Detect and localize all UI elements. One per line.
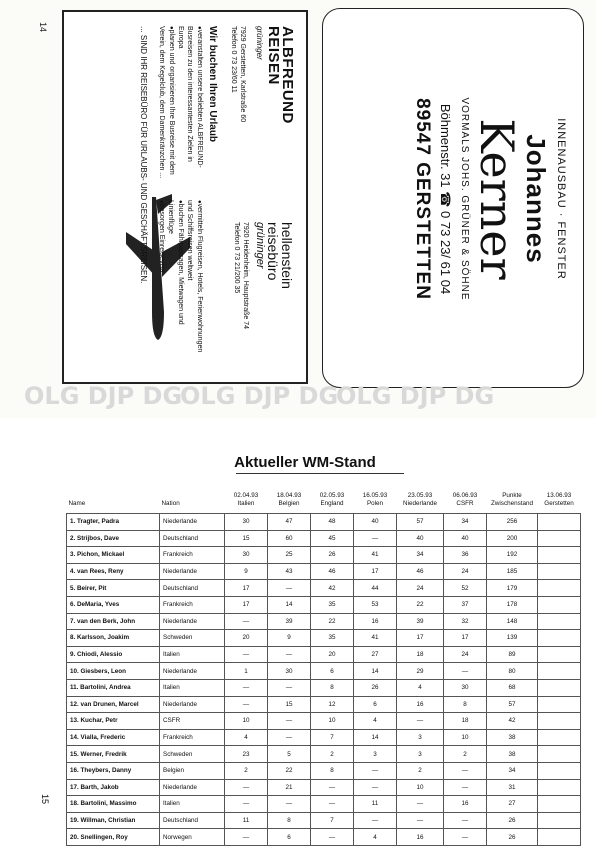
cell-score: 24 [444, 563, 487, 580]
cell-score: — [225, 613, 268, 630]
cell-score: 18 [444, 713, 487, 730]
header-event: 18.04.93 Belgien [276, 492, 302, 507]
table-row [67, 563, 581, 580]
cell-score: — [225, 646, 268, 663]
cell-nation: Niederlande [160, 663, 225, 680]
cell-score: 3 [354, 746, 397, 763]
cell-score: — [444, 829, 487, 846]
cell-score: 30 [225, 514, 268, 531]
cell-nation: Deutschland [160, 812, 225, 829]
cell-nation: Niederlande [160, 514, 225, 531]
cell-score [538, 779, 581, 796]
cell-name: 16. Theybers, Danny [67, 762, 160, 779]
cell-score: 40 [444, 530, 487, 547]
cell-points: 34 [487, 762, 538, 779]
cell-score: 41 [354, 630, 397, 647]
cell-score: 4 [225, 729, 268, 746]
kerner-ad [322, 8, 584, 388]
cell-nation: Frankreich [160, 547, 225, 564]
cell-score: 6 [311, 663, 354, 680]
cell-score: 46 [311, 563, 354, 580]
cell-score: — [397, 713, 444, 730]
services-left-list [156, 26, 204, 186]
cell-name: 8. Karlsson, Joakim [67, 630, 160, 647]
cell-score: 8 [268, 812, 311, 829]
cell-name: 15. Werner, Fredrik [67, 746, 160, 763]
cell-score: 24 [444, 646, 487, 663]
header-event: 16.05.93 Polen [362, 492, 388, 507]
lower-page [14, 418, 596, 841]
cell-score: 47 [268, 514, 311, 531]
albfreund-sub: grüninger [255, 26, 264, 60]
cell-score: — [444, 812, 487, 829]
kerner-line-2: Johannes [521, 134, 551, 264]
hellenstein-address: 7920 Heidenheim, Hauptstraße 74 Telefon 0 73 21/200 35 [233, 222, 249, 330]
cell-score: 34 [397, 547, 444, 564]
albfreund-address: 7929 Gerstetten, Karlstraße 60 Telefon 0 73 23/60 11 [230, 26, 246, 123]
list-item: ● vermitteln Flugreisen, Hotels, Ferienwohnungen und Schiffsreisen weltweit [185, 200, 204, 360]
cell-score [538, 796, 581, 813]
cell-score: 39 [268, 613, 311, 630]
cell-score: 12 [311, 696, 354, 713]
cell-score: 32 [444, 613, 487, 630]
cell-score: 25 [268, 547, 311, 564]
cell-score: 29 [397, 663, 444, 680]
cell-score: 3 [397, 746, 444, 763]
cell-score: 17 [225, 580, 268, 597]
cell-score: 21 [268, 779, 311, 796]
cell-name: 14. Vialla, Frederic [67, 729, 160, 746]
table-row [67, 613, 581, 630]
cell-score: 34 [444, 514, 487, 531]
table-row [67, 812, 581, 829]
cell-score [538, 829, 581, 846]
cell-nation: Schweden [160, 746, 225, 763]
table-header-row [67, 492, 581, 514]
cell-score: 26 [311, 547, 354, 564]
watermark: OLG DJP DG [24, 382, 183, 410]
cell-score: 4 [397, 679, 444, 696]
cell-score: 44 [354, 580, 397, 597]
cell-score [538, 547, 581, 564]
cell-points: 27 [487, 796, 538, 813]
header-points: Punkte Zwischenstand [491, 492, 533, 507]
cell-score: 30 [444, 679, 487, 696]
cell-score: 9 [225, 563, 268, 580]
cell-score: — [225, 796, 268, 813]
cell-score: 6 [268, 829, 311, 846]
cell-points: 89 [487, 646, 538, 663]
albfreund-block [229, 26, 294, 196]
list-item: ● planen und organisieren Ihre Busreise mit dem Verein, dem Kegelclub, dem Damenkränzchen ... [157, 26, 176, 186]
cell-score: 6 [354, 696, 397, 713]
cell-nation: Italien [160, 796, 225, 813]
cell-score: — [268, 713, 311, 730]
cell-score: 22 [311, 613, 354, 630]
cell-score: — [268, 679, 311, 696]
upper-page [0, 0, 596, 418]
travel-agency-ad [62, 10, 308, 384]
cell-points: 256 [487, 514, 538, 531]
cell-score: — [444, 779, 487, 796]
cell-name: 12. van Drunen, Marcel [67, 696, 160, 713]
cell-score: — [268, 580, 311, 597]
cell-score [538, 696, 581, 713]
cell-points: 148 [487, 613, 538, 630]
kerner-line-1: INNENAUSBAU · FENSTER [555, 118, 567, 280]
cell-score: — [354, 812, 397, 829]
cell-score: 17 [354, 563, 397, 580]
cell-score: 48 [311, 514, 354, 531]
cell-score: 15 [225, 530, 268, 547]
cell-name: 17. Barth, Jakob [67, 779, 160, 796]
table-row [67, 663, 581, 680]
cell-score: 42 [311, 580, 354, 597]
header-event: 13.06.93 Gerstetten [544, 492, 574, 507]
page-number-bottom: 15 [40, 793, 51, 805]
cell-score: 2 [225, 762, 268, 779]
cell-points: 31 [487, 779, 538, 796]
cell-score: 14 [268, 596, 311, 613]
cell-score [538, 514, 581, 531]
cell-score: — [397, 812, 444, 829]
kerner-line-4: VORMALS JOHS. GRÜNER & SÖHNE [459, 97, 470, 301]
table-row [67, 713, 581, 730]
cell-score: 26 [354, 679, 397, 696]
kerner-block [411, 29, 567, 369]
cell-score: 7 [311, 812, 354, 829]
cell-name: 11. Bartolini, Andrea [67, 679, 160, 696]
cell-score [538, 762, 581, 779]
cell-score: 10 [311, 713, 354, 730]
cell-nation: Frankreich [160, 596, 225, 613]
watermark: OLG DJP DG [180, 382, 339, 410]
cell-points: 42 [487, 713, 538, 730]
services-footer: ... SIND IHR REISEBÜRO FÜR URLAUBS- UND GESCHÄFTSREISEN. [139, 26, 148, 284]
cell-score: 5 [268, 746, 311, 763]
cell-nation: Niederlande [160, 696, 225, 713]
cell-nation: Niederlande [160, 613, 225, 630]
cell-score: 3 [397, 729, 444, 746]
table-row [67, 596, 581, 613]
header-nation: Nation [161, 500, 180, 507]
table-row [67, 729, 581, 746]
title-underline [236, 473, 404, 474]
cell-points: 80 [487, 663, 538, 680]
cell-score [538, 596, 581, 613]
cell-score: 4 [354, 829, 397, 846]
cell-score: 40 [397, 530, 444, 547]
header-event: 06.06.93 CSFR [452, 492, 478, 507]
cell-name: 2. Strijbos, Dave [67, 530, 160, 547]
cell-score: 46 [397, 563, 444, 580]
cell-name: 19. Willman, Christian [67, 812, 160, 829]
cell-name: 1. Tragter, Padra [67, 514, 160, 531]
cell-score: 39 [397, 613, 444, 630]
table-row [67, 514, 581, 531]
cell-points: 38 [487, 746, 538, 763]
cell-score: 43 [268, 563, 311, 580]
cell-score: 14 [354, 729, 397, 746]
cell-score [538, 663, 581, 680]
cell-score: 1 [225, 663, 268, 680]
cell-points: 38 [487, 729, 538, 746]
table-row [67, 762, 581, 779]
cell-nation: Italien [160, 679, 225, 696]
cell-score: 17 [397, 630, 444, 647]
cell-score: 14 [354, 663, 397, 680]
cell-score: 2 [311, 746, 354, 763]
cell-name: 9. Chiodi, Alessio [67, 646, 160, 663]
cell-score: 20 [311, 646, 354, 663]
cell-score: 16 [397, 696, 444, 713]
header-name: Name [68, 500, 86, 507]
table-row [67, 630, 581, 647]
cell-score: 24 [397, 580, 444, 597]
cell-score [538, 646, 581, 663]
cell-nation: Deutschland [160, 580, 225, 597]
cell-score: 22 [397, 596, 444, 613]
cell-score [538, 563, 581, 580]
table-row [67, 829, 581, 846]
cell-score: 11 [354, 796, 397, 813]
cell-nation: Belgien [160, 762, 225, 779]
cell-score: 60 [268, 530, 311, 547]
cell-score: — [268, 729, 311, 746]
cell-points: 192 [487, 547, 538, 564]
cell-nation: CSFR [160, 713, 225, 730]
cell-score: — [268, 646, 311, 663]
cell-score: — [225, 696, 268, 713]
table-row [67, 547, 581, 564]
cell-nation: Deutschland [160, 530, 225, 547]
cell-score: — [444, 762, 487, 779]
page-number-top: 14 [38, 21, 49, 33]
cell-score: 4 [354, 713, 397, 730]
services-block [139, 26, 218, 366]
cell-score: 8 [444, 696, 487, 713]
cell-points: 26 [487, 812, 538, 829]
cell-name: 20. Snellingen, Roy [67, 829, 160, 846]
header-event: 02.05.93 England [319, 492, 345, 507]
cell-score: 10 [397, 779, 444, 796]
cell-score: 2 [444, 746, 487, 763]
cell-score: 7 [311, 729, 354, 746]
cell-score: 17 [225, 596, 268, 613]
cell-nation: Niederlande [160, 779, 225, 796]
cell-score: 18 [397, 646, 444, 663]
cell-score: 37 [444, 596, 487, 613]
cell-score: — [225, 679, 268, 696]
cell-name: 6. DeMaria, Yves [67, 596, 160, 613]
watermark: OLG DJP DG [336, 382, 495, 410]
table-row [67, 796, 581, 813]
cell-points: 139 [487, 630, 538, 647]
cell-points: 57 [487, 696, 538, 713]
cell-score: 8 [311, 762, 354, 779]
cell-nation: Schweden [160, 630, 225, 647]
hellenstein-name: hellenstein reisebüro [265, 222, 295, 289]
cell-score: 35 [311, 596, 354, 613]
table-row [67, 580, 581, 597]
cell-name: 4. van Rees, Reny [67, 563, 160, 580]
cell-score: 40 [354, 514, 397, 531]
cell-points: 200 [487, 530, 538, 547]
cell-score: 16 [354, 613, 397, 630]
services-headline: Wir buchen Ihren Urlaub [207, 26, 218, 143]
cell-points: 26 [487, 829, 538, 846]
cell-score: 16 [444, 796, 487, 813]
cell-name: 10. Giesbers, Leon [67, 663, 160, 680]
cell-score: 30 [225, 547, 268, 564]
cell-score: — [311, 796, 354, 813]
cell-score: — [444, 663, 487, 680]
list-item: ● buchen Fährpassagen, Mietwagen und Linienflüge [166, 200, 185, 360]
kerner-line-5: Böhmenstr. 31 ☎ 0 73 23/ 61 04 [438, 103, 453, 295]
cell-score: 35 [311, 630, 354, 647]
kerner-logo-text: Kerner [470, 118, 524, 280]
table-row [67, 679, 581, 696]
cell-score: 52 [444, 580, 487, 597]
cell-score: 15 [268, 696, 311, 713]
cell-score: — [311, 829, 354, 846]
cell-score: — [354, 779, 397, 796]
cell-name: 18. Bartolini, Massimo [67, 796, 160, 813]
table-row [67, 779, 581, 796]
cell-score: — [354, 530, 397, 547]
cell-name: 3. Pichon, Mickael [67, 547, 160, 564]
header-event: 23.05.93 Niederlande [403, 492, 437, 507]
hellenstein-block [232, 222, 294, 372]
cell-score [538, 580, 581, 597]
cell-score: 17 [444, 630, 487, 647]
cell-score: 8 [311, 679, 354, 696]
cell-score: 27 [354, 646, 397, 663]
cell-points: 68 [487, 679, 538, 696]
cell-name: 5. Beirer, Pit [67, 580, 160, 597]
cell-score: — [311, 779, 354, 796]
cell-nation: Norwegen [160, 829, 225, 846]
cell-score: 36 [444, 547, 487, 564]
cell-points: 178 [487, 596, 538, 613]
cell-name: 13. Kuchar, Petr [67, 713, 160, 730]
cell-nation: Italien [160, 646, 225, 663]
cell-score: — [225, 829, 268, 846]
cell-score [538, 679, 581, 696]
cell-score: 30 [268, 663, 311, 680]
table-row [67, 646, 581, 663]
cell-score: 53 [354, 596, 397, 613]
header-event: 02.04.93 Italien [233, 492, 259, 507]
cell-score: — [397, 796, 444, 813]
cell-score: 11 [225, 812, 268, 829]
cell-score [538, 613, 581, 630]
standings-body [67, 514, 581, 846]
cell-score: — [225, 779, 268, 796]
cell-score: — [354, 762, 397, 779]
cell-score [538, 630, 581, 647]
cell-score: 22 [268, 762, 311, 779]
cell-nation: Frankreich [160, 729, 225, 746]
cell-score: 16 [397, 829, 444, 846]
table-row [67, 696, 581, 713]
standings-table [66, 492, 581, 846]
cell-score [538, 746, 581, 763]
cell-score: 45 [311, 530, 354, 547]
cell-score: 10 [444, 729, 487, 746]
cell-score: 9 [268, 630, 311, 647]
cell-score: — [268, 796, 311, 813]
cell-points: 179 [487, 580, 538, 597]
services-right-list [156, 200, 204, 360]
cell-score: 41 [354, 547, 397, 564]
cell-score [538, 729, 581, 746]
table-row [67, 530, 581, 547]
cell-score: 10 [225, 713, 268, 730]
list-item: ● veranstalten unsere beliebten ALBFREUND-Busreisen zu den interessantesten Zielen in Europa [176, 26, 204, 186]
cell-score: 23 [225, 746, 268, 763]
hellenstein-sub: grüninger [254, 222, 266, 269]
cell-score [538, 713, 581, 730]
list-item: ● besorgen Einreisevisa [156, 200, 166, 360]
page-title: Aktueller WM-Stand [234, 454, 376, 471]
table-row [67, 746, 581, 763]
cell-score: 57 [397, 514, 444, 531]
cell-score [538, 530, 581, 547]
albfreund-name: ALBFREUND REISEN [265, 26, 296, 124]
cell-score: 2 [397, 762, 444, 779]
cell-name: 7. van den Berk, John [67, 613, 160, 630]
cell-score: 20 [225, 630, 268, 647]
cell-points: 185 [487, 563, 538, 580]
cell-score [538, 812, 581, 829]
cell-nation: Niederlande [160, 563, 225, 580]
kerner-line-6: 89547 GERSTETTEN [412, 98, 433, 300]
